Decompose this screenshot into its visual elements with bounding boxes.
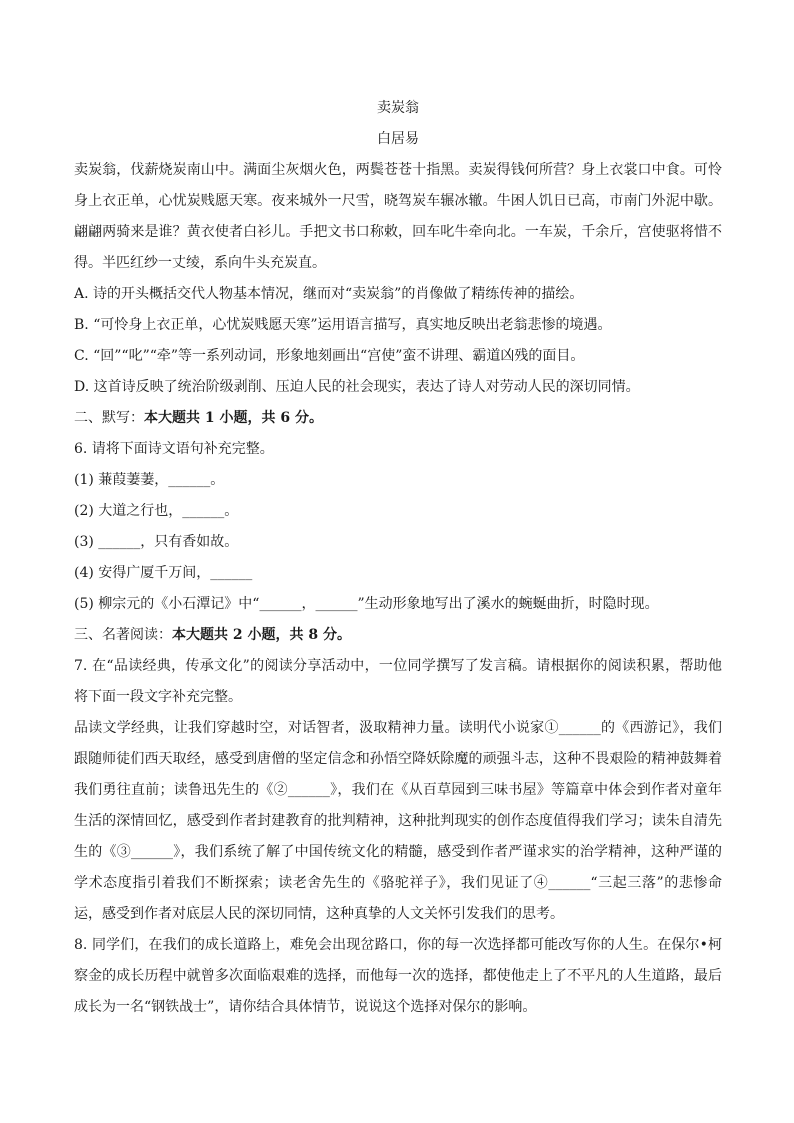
question-7-stem: 7. 在“品读经典，传承文化”的阅读分享活动中，一位同学撰写了发言稿。请根据你的阅读积累，帮助他将下面一段文字补充完整。 [74, 658, 722, 705]
question-6-item-5: (5) 柳宗元的《小石潭记》中“______，______”生动形象地写出了溪水的蜿蜒曲折，时隐时现。 [74, 596, 659, 612]
section-title: 二、默写： [74, 410, 144, 426]
question-6-stem: 6. 请将下面诗文语句补充完整。 [74, 441, 274, 457]
poem-text: 卖炭翁，伐薪烧炭南山中。满面尘灰烟火色，两鬓苍苍十指黑。卖炭得钱何所营？身上衣裳口中食。可怜身上衣正单，心忧炭贱愿天寒。夜来城外一尺雪，晓驾炭车辗冰辙。牛困人饥日已高，市南门外泥中歇。翩翩两骑来是谁？黄衣使者白衫儿。手把文书口称敕，回车叱牛牵向北。一车炭，千余斤，宫使驱将惜不得。半匹红纱一丈绫，系向牛头充炭直。 [74, 162, 722, 271]
question-7-passage: 品读文学经典，让我们穿越时空，对话智者，汲取精神力量。读明代小说家①______的《西游记》，我们跟随师徒们西天取经，感受到唐僧的坚定信念和孙悟空降妖除魔的顽强斗志，这种不畏艰险的精神鼓舞着我们勇往直前；读鲁迅先生的《②______》，我们在《从百草园到三味书屋》等篇章中体会到作者对童年生活的深情回忆，感受到作者封建教育的批判精神，这种批判现实的创作态度值得我们学习；读朱自清先生的《③______》，我们系统了解了中国传统文化的精髓，感受到作者严谨求实的治学精神，这种严谨的学术态度指引着我们不断探索；读老舍先生的《骆驼祥子》，我们见证了④______“三起三落”的悲惨命运，感受到作者对底层人民的深切同情，这种真挚的人文关怀引发我们的思考。 [74, 720, 722, 922]
section-heading-classics [74, 620, 722, 651]
section-desc: 本大题共 1 小题，共 6 分。 [144, 410, 323, 426]
section-title: 三、名著阅读： [74, 627, 172, 643]
poem-author: 白居易 [377, 131, 419, 147]
question-6-item-1: (1) 蒹葭萋萋，______。 [74, 472, 225, 488]
question-8-stem: 8. 同学们，在我们的成长道路上，难免会出现岔路口，你的每一次选择都可能改写你的人生。在保尔•柯察金的成长历程中就曾多次面临艰难的选择，而他每一次的选择，都使他走上了不平凡的人生道路，最后成长为一名“钢铁战士”，请你结合具体情节，说说这个选择对保尔的影响。 [74, 937, 722, 1015]
question-6-item-3: (3) ______，只有香如故。 [74, 534, 239, 550]
document-page [74, 96, 722, 1023]
option-d: D. 这首诗反映了统治阶级剥削、压迫人民的社会现实，表达了诗人对劳动人民的深切同情。 [74, 379, 640, 395]
section-desc: 本大题共 2 小题，共 8 分。 [172, 627, 351, 643]
poem-title: 卖炭翁 [377, 100, 419, 116]
option-a: A. 诗的开头概括交代人物基本情况，继而对“卖炭翁”的肖像做了精练传神的描绘。 [74, 286, 584, 302]
section-heading-dictation [74, 403, 722, 434]
option-b: B. “可怜身上衣正单，心忧炭贱愿天寒”运用语言描写，真实地反映出老翁悲惨的境遇。 [74, 317, 612, 333]
question-6-item-4: (4) 安得广厦千万间，______ [74, 565, 253, 581]
option-c: C. “回”“叱”“牵”等一系列动词，形象地刻画出“宫使”蛮不讲理、霸道凶残的面目。 [74, 348, 585, 364]
question-6-item-2: (2) 大道之行也，______。 [74, 503, 239, 519]
